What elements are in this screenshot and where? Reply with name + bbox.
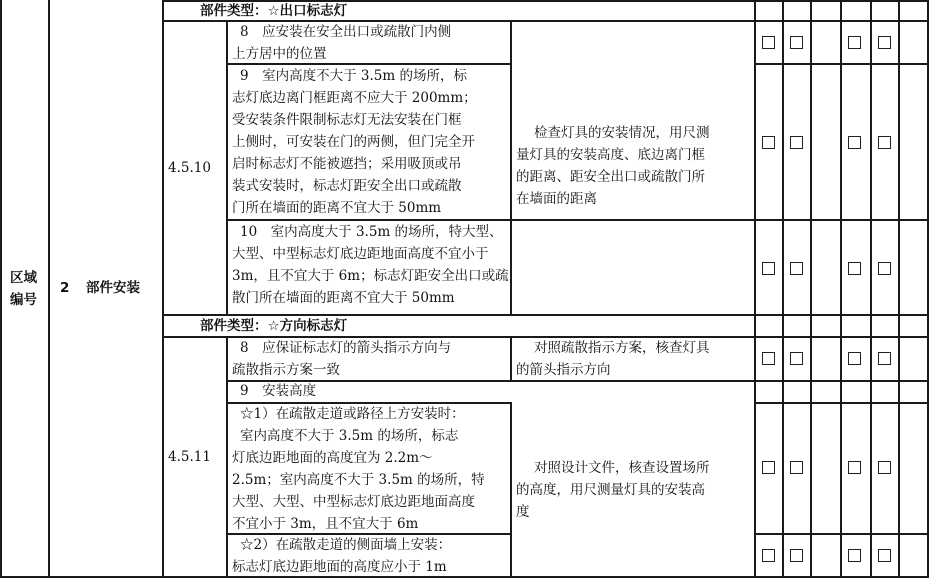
checkbox[interactable] (790, 262, 803, 275)
region-label: 区域 编号 (10, 270, 37, 308)
checkbox[interactable] (790, 549, 803, 562)
rule-col (810, 0, 812, 578)
clause-number: 4.5.11 (168, 449, 211, 465)
rule-left (0, 0, 2, 578)
checkbox[interactable] (762, 549, 775, 562)
rule-col (510, 402, 512, 578)
rule-col (510, 336, 512, 380)
rule-col (226, 20, 228, 314)
section-number: 2 (60, 280, 70, 296)
checkbox[interactable] (790, 461, 803, 474)
checkbox[interactable] (878, 461, 891, 474)
checkbox[interactable] (762, 352, 775, 365)
section-title: 部件安装 (86, 280, 140, 296)
rule-col (898, 0, 900, 578)
checkbox[interactable] (848, 136, 861, 149)
checkbox[interactable] (848, 262, 861, 275)
rule-col (162, 0, 164, 578)
checkbox[interactable] (762, 136, 775, 149)
checkbox[interactable] (790, 136, 803, 149)
inspection-method: 对照设计文件，核查设置场所 的高度，用尺测量灯具的安装高 度 (516, 460, 710, 520)
checkbox[interactable] (878, 262, 891, 275)
rule-col (510, 20, 512, 314)
checkbox[interactable] (790, 352, 803, 365)
requirement-item: 9 安装高度 (240, 383, 317, 399)
requirement-item: 8 应保证标志灯的箭头指示方向与 疏散指示方案一致 (232, 340, 452, 378)
requirement-item: ☆2）在疏散走道的侧面墙上安装： 标志灯底边距地面的高度应小于 1m (232, 537, 452, 575)
rule-col (226, 336, 228, 578)
checkbox[interactable] (878, 352, 891, 365)
checkbox[interactable] (762, 461, 775, 474)
requirement-item: 8 应安装在安全出口或疏散门内侧 上方居中的位置 (232, 24, 452, 62)
checkbox[interactable] (878, 549, 891, 562)
requirement-item: 9 室内高度不大于 3.5m 的场所，标 志灯底边离门框距离不应大于 200mm； 受安装条件限制标志灯无法安装在门框 上侧时，可安装在门的两侧，但门完全开 启时标志灯不能被遮挡；采用吸顶或吊 装式安装时，标志灯距安全出口或疏散 门所在墙面的距离不宜大于 50mm (232, 68, 477, 216)
checkbox[interactable] (878, 136, 891, 149)
requirement-item: ☆1）在疏散走道或路径上方安装时： 室内高度不大于 3.5m 的场所，标志 灯底边距地面的高度宜为 2.2m～ 2.5m；室内高度不大于 3.5m 的场所，特 大型、大型、中型标志灯底边距地面高度 不宜小于 3m，且不宜大于 6m (232, 406, 485, 532)
checkbox[interactable] (762, 36, 775, 49)
component-type-header: 部件类型：☆方向标志灯 (200, 318, 348, 334)
rule-col (48, 0, 50, 578)
checkbox[interactable] (878, 36, 891, 49)
rule-col (754, 0, 756, 578)
rule-col (870, 0, 872, 578)
checkbox[interactable] (790, 36, 803, 49)
clause-number: 4.5.10 (168, 160, 211, 176)
component-type-header: 部件类型：☆出口标志灯 (200, 3, 348, 19)
checkbox[interactable] (848, 461, 861, 474)
inspection-method: 检查灯具的安装情况，用尺测 量灯具的安装高度、底边离门框 的距离、距安全出口或疏散门所 在墙面的距离 (516, 125, 710, 207)
inspection-method: 对照疏散指示方案，核查灯具 的箭头指示方向 (516, 340, 710, 378)
requirement-item: 10 室内高度大于 3.5m 的场所，特大型、 大型、中型标志灯底边距地面高度不宜小于 3m，且不宜大于 6m；标志灯距安全出口或疏 散门所在墙面的距离不宜大于 50mm (232, 224, 509, 306)
checkbox[interactable] (848, 36, 861, 49)
checkbox[interactable] (848, 352, 861, 365)
rule-col (840, 0, 842, 578)
checkbox[interactable] (762, 262, 775, 275)
rule-col (782, 0, 784, 578)
checkbox[interactable] (848, 549, 861, 562)
